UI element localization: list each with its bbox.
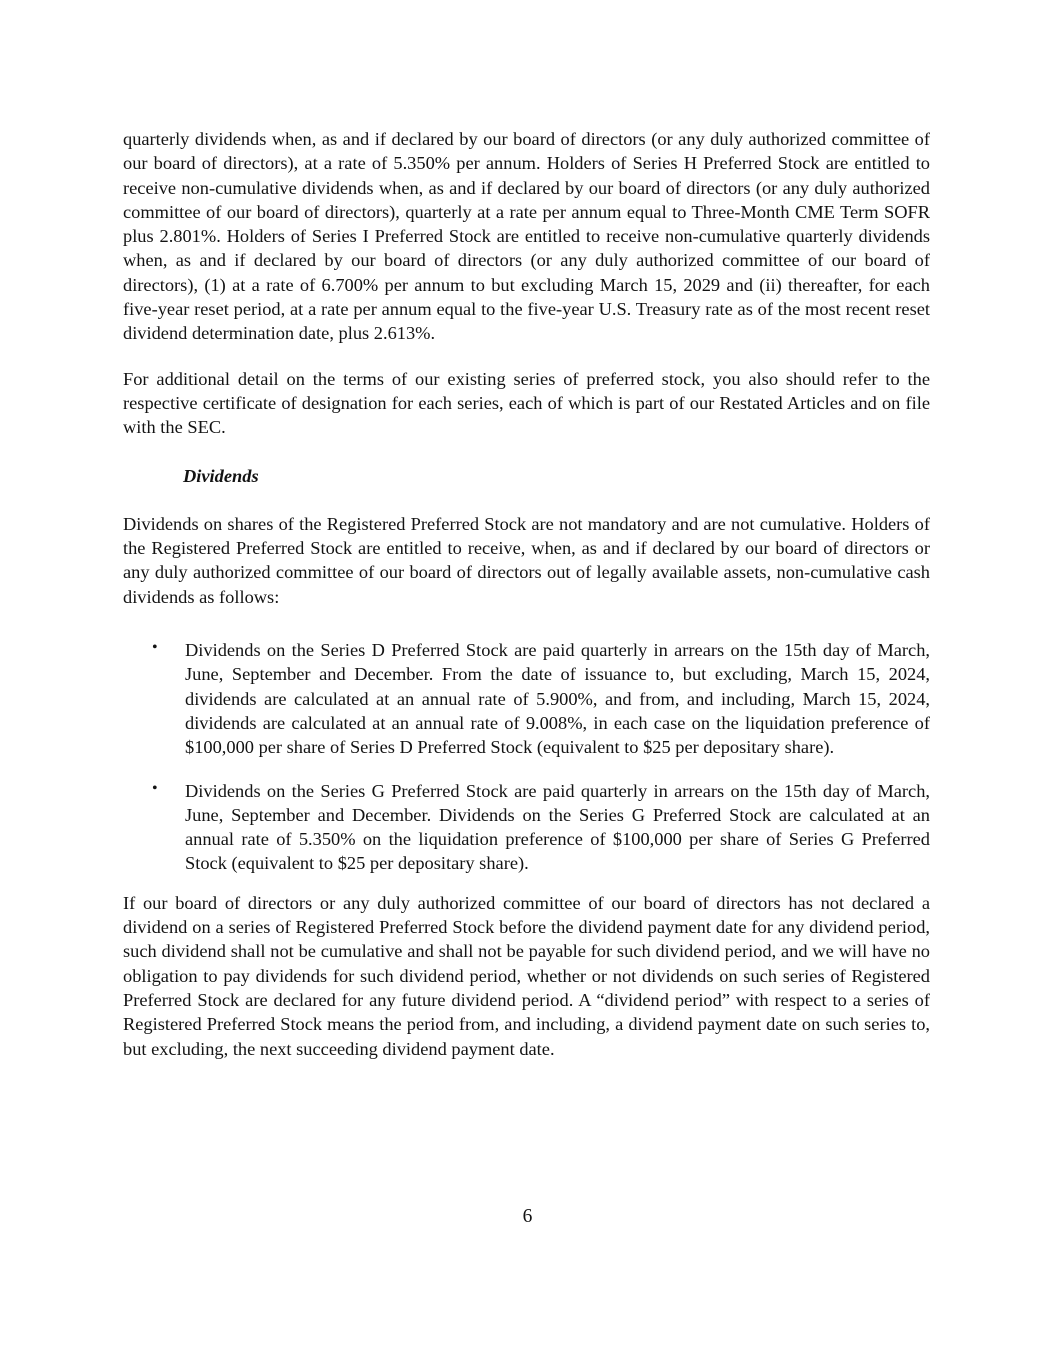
page-body: [123, 127, 930, 1082]
bullet-icon: •: [152, 639, 158, 657]
bullet-icon: •: [152, 779, 158, 797]
paragraph-dividends-intro: Dividends on shares of the Registered Preferred Stock are not mandatory and are not cumulative. Holders of the Registered Preferred Stock are entitled to receive, when, as and if declared by our board of directors or any duly authorized committee of our board of directors out of legally available assets, non-cumulative cash dividends as follows:: [123, 513, 930, 607]
paragraph-additional-detail: For additional detail on the terms of our existing series of preferred stock, you also should refer to the respective certificate of designation for each series, each of which is part of our Restated Articles and on file with the SEC.: [123, 368, 930, 438]
dividends-bullet-list: [123, 638, 930, 876]
paragraph-dividend-period: If our board of directors or any duly authorized committee of our board of directors has not declared a dividend on a series of Registered Preferred Stock before the dividend payment date for any dividend period, such dividend shall not be cumulative and shall not be payable for such dividend period, and we will have no obligation to pay dividends for such dividend period, whether or not dividends on such series of Registered Preferred Stock are declared for any future dividend period. A “dividend period” with respect to a series of Registered Preferred Stock means the period from, and including, a dividend payment date on such series to, but excluding, the next succeeding dividend payment date.: [123, 892, 930, 1059]
bullet-text-series-g: Dividends on the Series G Preferred Stock are paid quarterly in arrears on the 15th day of March, June, September and December. Dividends on the Series G Preferred Stock are calculated at an annual rate of 5.350% on the liquidation preference of $100,000 per share of Series G Preferred Stock (equivalent to $25 per depositary share).: [185, 780, 930, 874]
list-item-series-d: [123, 638, 930, 759]
bullet-text-series-d: Dividends on the Series D Preferred Stock are paid quarterly in arrears on the 15th day of March, June, September and December. From the date of issuance to, but excluding, March 15, 2024, dividends are calculated at an annual rate of 5.900%, and from, and including, March 15, 2024, dividends are calculated at an annual rate of 9.008%, in each case on the liquidation preference of $100,000 per share of Series D Preferred Stock (equivalent to $25 per depositary share).: [185, 640, 930, 758]
page-number: 6: [522, 1206, 533, 1227]
paragraph-preferred-stock-rates: quarterly dividends when, as and if declared by our board of directors (or any duly authorized committee of our board of directors), at a rate of 5.350% per annum. Holders of Series H Preferred Stock are entitled to receive non-cumulative dividends when, as and if declared by our board of directors (or any duly authorized committee of our board of directors), quarterly at a rate per annum equal to Three-Month CME Term SOFR plus 2.801%. Holders of Series I Preferred Stock are entitled to receive non-cumulative quarterly dividends when, as and if declared by our board of directors (or any duly authorized committee of our board of directors), (1) at a rate of 6.700% per annum to but excluding March 15, 2029 and (ii) thereafter, for each five-year reset period, at a rate per annum equal to the five-year U.S. Treasury rate as of the most recent reset dividend determination date, plus 2.613%.: [123, 129, 930, 344]
list-item-series-g: [123, 779, 930, 876]
heading-dividends: Dividends: [183, 465, 259, 486]
